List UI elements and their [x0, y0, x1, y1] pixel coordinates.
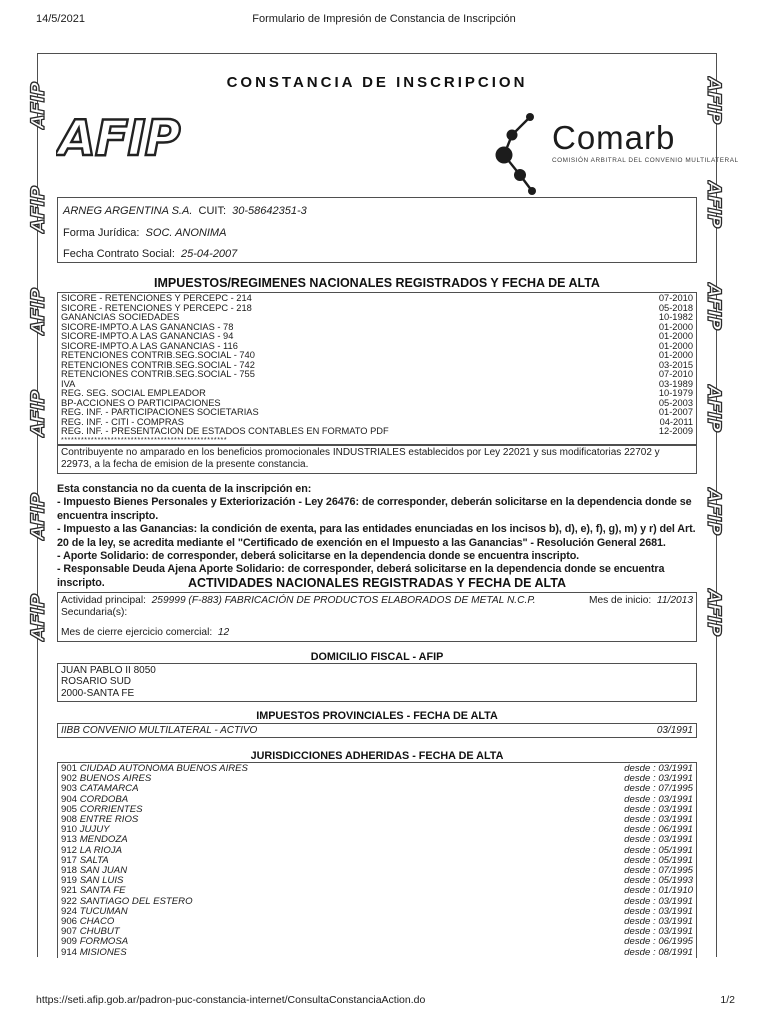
afip-watermark-icon	[26, 487, 48, 541]
since-label: desde :	[624, 875, 656, 887]
principal-activity-value: 259999 (F-883) FABRICACIÓN DE PRODUCTOS ELABORADOS DE METAL N.C.P.	[151, 595, 536, 606]
jurisdiction-code: 917	[61, 854, 78, 866]
national-taxes-box	[57, 292, 697, 445]
jurisdiction-row	[61, 866, 693, 876]
start-month-label: Mes de inicio:	[588, 595, 652, 606]
fiscal-address-box	[57, 663, 697, 702]
principal-activity-label: Actividad principal:	[61, 595, 146, 606]
svg-text:AFIP: AFIP	[704, 283, 725, 330]
tax-name: SICORE-IMPTO.A LAS GANANCIAS - 116	[61, 340, 238, 351]
jurisdiction-date: 07/1995	[658, 865, 693, 877]
svg-text:AFIP: AFIP	[704, 385, 725, 432]
jurisdiction-row	[61, 856, 693, 866]
closing-month-value: 12	[217, 627, 230, 638]
disclaimer-item: - Responsable Deuda Ajena Aporte Solidario: de corresponder, deberá solicitarse en la dependencia donde se encuentra inscripto.	[57, 563, 665, 589]
since-label: desde :	[624, 854, 656, 866]
jurisdiction-row	[61, 774, 693, 784]
tax-name: RETENCIONES CONTRIB.SEG.SOCIAL - 755	[61, 369, 255, 379]
svg-text:AFIP: AFIP	[58, 111, 180, 165]
tax-row	[61, 370, 693, 380]
company-name-line	[63, 201, 691, 223]
print-date: 14/5/2021	[36, 13, 85, 25]
activities-box	[57, 592, 697, 642]
jurisdiction-row	[61, 876, 693, 886]
jurisdiction-name: SANTA FE	[79, 885, 126, 897]
disclaimer-item: - Aporte Solidario: de corresponder, deberá solicitarse en la dependencia donde se encuentra inscripto.	[57, 550, 580, 563]
svg-text:AFIP: AFIP	[27, 186, 48, 233]
svg-text:AFIP: AFIP	[27, 493, 48, 540]
jurisdiction-name: BUENOS AIRES	[79, 773, 152, 785]
tax-name: SICORE - RETENCIONES Y PERCEPC - 214	[61, 293, 252, 303]
jurisdiction-row	[61, 825, 693, 835]
jurisdiction-row	[61, 897, 693, 907]
jurisdiction-code: 907	[61, 926, 78, 938]
afip-watermark-icon	[704, 588, 726, 642]
svg-text:AFIP: AFIP	[704, 77, 725, 124]
since-label: desde :	[624, 773, 656, 785]
jurisdiction-row	[61, 805, 693, 815]
jurisdiction-date: 03/1991	[658, 905, 693, 917]
afip-watermark-icon	[26, 76, 48, 130]
jurisdiction-date: 05/1991	[658, 844, 693, 856]
print-title: Formulario de Impresión de Constancia de Inscripción	[252, 13, 516, 25]
tax-row	[61, 427, 693, 437]
jurisdiction-date: 01/1910	[658, 885, 693, 897]
jurisdiction-date: 03/1991	[658, 814, 693, 826]
jurisdiction-name: CHACO	[79, 916, 115, 928]
company-name: ARNEG ARGENTINA S.A.	[63, 205, 193, 217]
tax-date: 01-2000	[658, 331, 693, 341]
svg-text:AFIP: AFIP	[704, 488, 725, 535]
since-label: desde :	[624, 824, 656, 836]
comarb-logo	[490, 109, 739, 202]
afip-watermark-icon	[704, 180, 726, 234]
provincial-tax-row	[61, 724, 693, 737]
national-taxes-list	[61, 294, 693, 437]
jurisdiction-code: 922	[61, 895, 78, 907]
jurisdiction-row	[61, 784, 693, 794]
jurisdiction-name: MENDOZA	[79, 834, 128, 846]
since-label: desde :	[624, 885, 656, 897]
print-page-number: 1/2	[720, 994, 735, 1006]
since-label: desde :	[624, 905, 656, 917]
jurisdiction-code: 914	[61, 946, 78, 958]
since-label: desde :	[624, 763, 656, 774]
disclaimer-intro: Esta constancia no da cuenta de la inscripción en:	[57, 483, 312, 495]
contract-date-value: 25-04-2007	[181, 248, 238, 260]
tax-date: 10-1979	[658, 388, 693, 398]
national-taxes-title: IMPUESTOS/REGIMENES NACIONALES REGISTRADOS Y FECHA DE ALTA	[154, 276, 600, 290]
since-label: desde :	[624, 946, 656, 958]
since-label: desde :	[624, 865, 656, 877]
address-line: ROSARIO SUD	[61, 676, 132, 688]
jurisdiction-code: 912	[61, 844, 78, 856]
tax-date: 01-2007	[658, 407, 693, 417]
tax-date: 07-2010	[658, 293, 693, 303]
jurisdiction-name: JUJUY	[79, 824, 110, 836]
company-info-box	[57, 197, 697, 263]
tax-name: REG. INF. - PRESENTACION DE ESTADOS CONTABLES EN FORMATO PDF	[61, 426, 389, 436]
secondary-activity-label: Secundaria(s):	[61, 607, 128, 618]
tax-name: RETENCIONES CONTRIB.SEG.SOCIAL - 742	[61, 359, 255, 370]
tax-name: REG. INF. - PARTICIPACIONES SOCIETARIAS	[61, 407, 259, 417]
document-title: CONSTANCIA DE INSCRIPCION	[226, 74, 528, 91]
jurisdiction-name: CORDOBA	[79, 793, 129, 805]
jurisdiction-date: 03/1991	[658, 763, 693, 774]
activities-title: ACTIVIDADES NACIONALES REGISTRADAS Y FECHA DE ALTA	[187, 576, 567, 590]
jurisdiction-code: 913	[61, 834, 78, 846]
jurisdiction-date: 03/1991	[658, 773, 693, 785]
afip-watermark-icon	[26, 384, 48, 438]
tax-date: 05-2003	[658, 397, 693, 408]
jurisdiction-code: 924	[61, 905, 78, 917]
tax-name: GANANCIAS SOCIEDADES	[61, 312, 180, 322]
afip-logo-icon	[56, 111, 208, 170]
jurisdiction-row	[61, 835, 693, 845]
address-line: 2000-SANTA FE	[61, 687, 135, 699]
jurisdiction-name: CHUBUT	[79, 926, 120, 938]
jurisdiction-code: 918	[61, 865, 78, 877]
provincial-tax-date: 03/1991	[656, 725, 693, 736]
comarb-dots-icon	[490, 109, 548, 202]
tax-name: SICORE-IMPTO.A LAS GANANCIAS - 94	[61, 331, 234, 341]
since-label: desde :	[624, 803, 656, 815]
jurisdiction-date: 03/1991	[658, 834, 693, 846]
afip-watermark-icon	[704, 487, 726, 541]
afip-watermark-icon	[704, 76, 726, 130]
jurisdiction-row	[61, 846, 693, 856]
jurisdiction-code: 904	[61, 793, 78, 805]
jurisdiction-date: 06/1995	[658, 936, 693, 948]
fiscal-address-title: DOMICILIO FISCAL - AFIP	[310, 651, 444, 663]
jurisdiction-code: 908	[61, 814, 78, 826]
tax-name: RETENCIONES CONTRIB.SEG.SOCIAL - 740	[61, 350, 255, 360]
provincial-taxes-box	[57, 723, 697, 738]
cuit-value: 30-58642351-3	[232, 205, 307, 217]
contract-date-line	[63, 244, 691, 266]
since-label: desde :	[624, 916, 656, 928]
certificate-frame	[37, 53, 739, 958]
jurisdiction-code: 903	[61, 783, 78, 795]
afip-watermark-icon	[704, 384, 726, 438]
tax-name: REG. SEG. SOCIAL EMPLEADOR	[61, 388, 206, 398]
jurisdiction-code: 919	[61, 875, 78, 887]
svg-text:AFIP: AFIP	[704, 589, 725, 636]
jurisdiction-name: LA RIOJA	[79, 844, 122, 856]
since-label: desde :	[624, 926, 656, 938]
tax-name: SICORE-IMPTO.A LAS GANANCIAS - 78	[61, 321, 234, 332]
svg-text:AFIP: AFIP	[27, 288, 48, 335]
jurisdiction-name: SAN JUAN	[79, 865, 128, 877]
disclaimer-item: - Impuesto a las Ganancias: la condición de exenta, para las entidades enunciadas en los incisos b), d), e), f), g), m) y r) del Art. 20 de la ley, se acredita mediante el "Certificado de exención en el Impuesto a las Ganancias" - Resolución General 2681.	[57, 523, 696, 549]
tax-date: 12-2009	[658, 426, 693, 436]
jurisdiction-code: 905	[61, 803, 78, 815]
jurisdiction-name: SANTIAGO DEL ESTERO	[79, 895, 193, 907]
jurisdiction-name: MISIONES	[79, 946, 127, 958]
svg-text:AFIP: AFIP	[27, 82, 48, 129]
jurisdiction-date: 03/1991	[658, 926, 693, 938]
promo-note-box: Contribuyente no amparado en los beneficios promocionales INDUSTRIALES establecidos por Ley 22021 y sus modificatorias 22702 y 22973, a la fecha de emision de la presente constancia.	[57, 445, 697, 474]
afip-watermark-icon	[26, 180, 48, 234]
jurisdiction-row	[61, 815, 693, 825]
svg-text:AFIP: AFIP	[27, 594, 48, 641]
tax-name: REG. INF. - CITI - COMPRAS	[61, 416, 184, 427]
legal-form-label: Forma Jurídica:	[63, 226, 140, 239]
jurisdiction-row	[61, 927, 693, 937]
tax-date: 03-1989	[658, 378, 693, 389]
jurisdiction-name: ENTRE RIOS	[79, 814, 139, 826]
jurisdiction-name: SAN LUIS	[79, 875, 124, 887]
since-label: desde :	[624, 895, 656, 907]
since-label: desde :	[624, 844, 656, 856]
start-month-value: 11/2013	[656, 595, 693, 606]
afip-watermark-icon	[704, 282, 726, 336]
tax-date: 01-2000	[658, 350, 693, 360]
legal-form-line	[63, 223, 691, 245]
jurisdiction-row	[61, 948, 693, 958]
jurisdiction-date: 05/1993	[658, 875, 693, 887]
jurisdiction-date: 03/1991	[658, 803, 693, 815]
closing-month-label: Mes de cierre ejercicio comercial:	[61, 627, 213, 638]
since-label: desde :	[624, 834, 656, 846]
jurisdictions-box	[57, 762, 697, 958]
tax-date: 05-2018	[658, 302, 693, 313]
jurisdiction-date: 06/1991	[658, 824, 693, 836]
jurisdictions-title: JURISDICCIONES ADHERIDAS - FECHA DE ALTA	[250, 750, 504, 762]
provincial-tax-name: IIBB CONVENIO MULTILATERAL - ACTIVO	[61, 725, 258, 736]
principal-activity-row	[61, 595, 693, 607]
tax-date: 07-2010	[658, 369, 693, 379]
closing-month-row	[61, 627, 693, 639]
jurisdiction-row	[61, 917, 693, 927]
tax-date: 10-1982	[658, 312, 693, 322]
comarb-tagline: COMISIÓN ARBITRAL DEL CONVENIO MULTILATERAL	[552, 157, 739, 164]
address-line: JUAN PABLO II 8050	[61, 665, 156, 676]
jurisdiction-code: 909	[61, 936, 78, 948]
tax-date: 01-2000	[658, 321, 693, 332]
afip-watermark-icon	[26, 588, 48, 642]
jurisdiction-date: 03/1991	[658, 916, 693, 928]
jurisdiction-code: 901	[61, 763, 78, 774]
jurisdiction-name: CIUDAD AUTONOMA BUENOS AIRES	[79, 763, 248, 774]
jurisdiction-row	[61, 795, 693, 805]
svg-text:AFIP: AFIP	[27, 390, 48, 437]
comarb-name: Comarb	[552, 119, 676, 156]
tax-name: IVA	[61, 378, 76, 389]
jurisdiction-row	[61, 907, 693, 917]
jurisdiction-name: SALTA	[79, 854, 109, 866]
since-label: desde :	[624, 793, 656, 805]
since-label: desde :	[624, 783, 656, 795]
tax-name: BP-ACCIONES O PARTICIPACIONES	[61, 397, 221, 408]
separator-line: **************************************************	[61, 436, 228, 444]
jurisdiction-row	[61, 937, 693, 947]
tax-date: 01-2000	[658, 340, 693, 351]
provincial-taxes-title: IMPUESTOS PROVINCIALES - FECHA DE ALTA	[256, 710, 498, 722]
tax-name: SICORE - RETENCIONES Y PERCEPC - 218	[61, 302, 252, 313]
disclaimer-item: - Impuesto Bienes Personales y Exteriorización - Ley 26476: de corresponder, deberán solicitarse en la dependencia donde se encuentra inscripto.	[57, 496, 692, 522]
afip-watermark-icon	[26, 282, 48, 336]
jurisdiction-code: 902	[61, 773, 78, 785]
contract-date-label: Fecha Contrato Social:	[63, 248, 175, 260]
jurisdiction-code: 906	[61, 916, 78, 928]
jurisdiction-name: CATAMARCA	[79, 783, 139, 795]
since-label: desde :	[624, 814, 656, 826]
cuit-label: CUIT:	[198, 205, 226, 217]
svg-text:AFIP: AFIP	[704, 181, 725, 228]
print-footer-url: https://seti.afip.gob.ar/padron-puc-constancia-internet/ConsultaConstanciaAction.do	[36, 994, 426, 1006]
jurisdiction-date: 03/1991	[658, 895, 693, 907]
jurisdiction-date: 03/1991	[658, 793, 693, 805]
jurisdiction-name: CORRIENTES	[79, 803, 143, 815]
since-label: desde :	[624, 936, 656, 948]
legal-form-value: SOC. ANONIMA	[145, 226, 227, 239]
disclaimer-block	[57, 483, 698, 590]
tax-date: 04-2011	[659, 416, 693, 427]
jurisdiction-date: 08/1991	[658, 946, 693, 958]
jurisdiction-date: 07/1995	[658, 783, 693, 795]
jurisdiction-row	[61, 764, 693, 774]
tax-date: 03-2015	[658, 359, 693, 370]
jurisdiction-date: 05/1991	[658, 854, 693, 866]
jurisdiction-code: 910	[61, 824, 78, 836]
jurisdiction-name: FORMOSA	[79, 936, 129, 948]
jurisdiction-code: 921	[61, 885, 78, 897]
jurisdiction-name: TUCUMAN	[79, 905, 128, 917]
